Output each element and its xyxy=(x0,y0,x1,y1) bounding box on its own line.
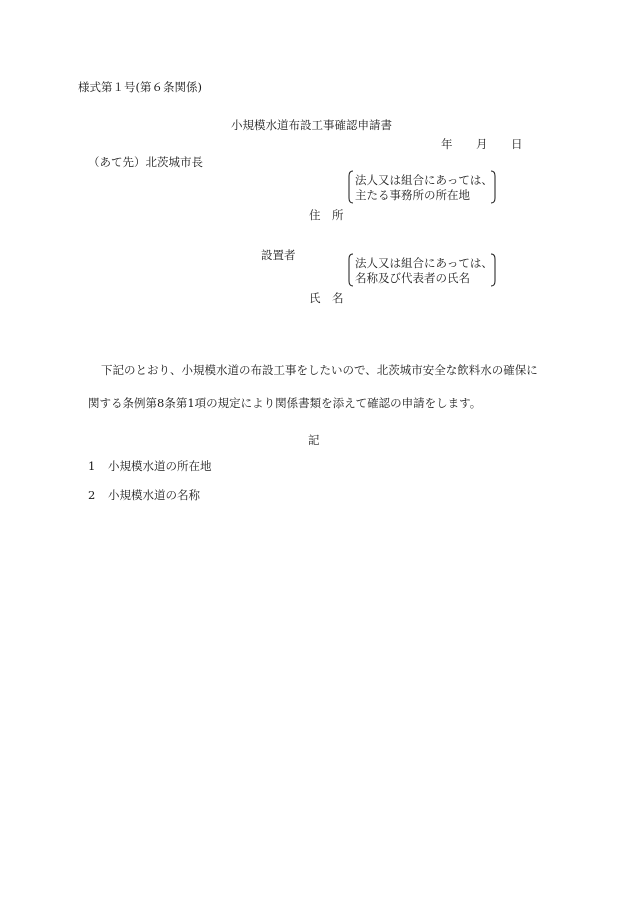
name-note-line2: 名称及び代表者の氏名 xyxy=(355,271,470,285)
item-2-number: 2 xyxy=(88,488,96,502)
document-title: 小規模水道布設工事確認申請書 xyxy=(231,118,392,132)
name-label: 氏 名 xyxy=(309,291,344,305)
body-line-1: 下記のとおり、小規模水道の布設工事をしたいので、北茨城市安全な飲料水の確保に xyxy=(101,363,538,377)
item-1-label: 小規模水道の所在地 xyxy=(108,459,212,473)
date-day: 日 xyxy=(511,137,523,151)
date-year: 年 xyxy=(441,137,453,151)
name-note-line1: 法人又は組合にあっては、 xyxy=(355,256,493,270)
installer-label: 設置者 xyxy=(261,248,296,262)
date-month: 月 xyxy=(476,137,488,151)
body-line-2: 関する条例第8条第1項の規定により関係書類を添えて確認の申請をします。 xyxy=(88,396,482,410)
item-1-number: 1 xyxy=(88,459,96,473)
address-label: 住 所 xyxy=(309,208,344,222)
addressee: （あて先）北茨城市長 xyxy=(88,155,203,169)
address-note-line2: 主たる事務所の所在地 xyxy=(355,188,470,202)
address-note-bracket xyxy=(348,170,496,204)
form-number: 様式第１号(第６条関係) xyxy=(78,80,202,94)
name-note-bracket xyxy=(348,253,496,287)
item-2-label: 小規模水道の名称 xyxy=(108,488,200,502)
address-note-line1: 法人又は組合にあっては、 xyxy=(355,173,493,187)
ki-heading: 記 xyxy=(308,433,320,447)
